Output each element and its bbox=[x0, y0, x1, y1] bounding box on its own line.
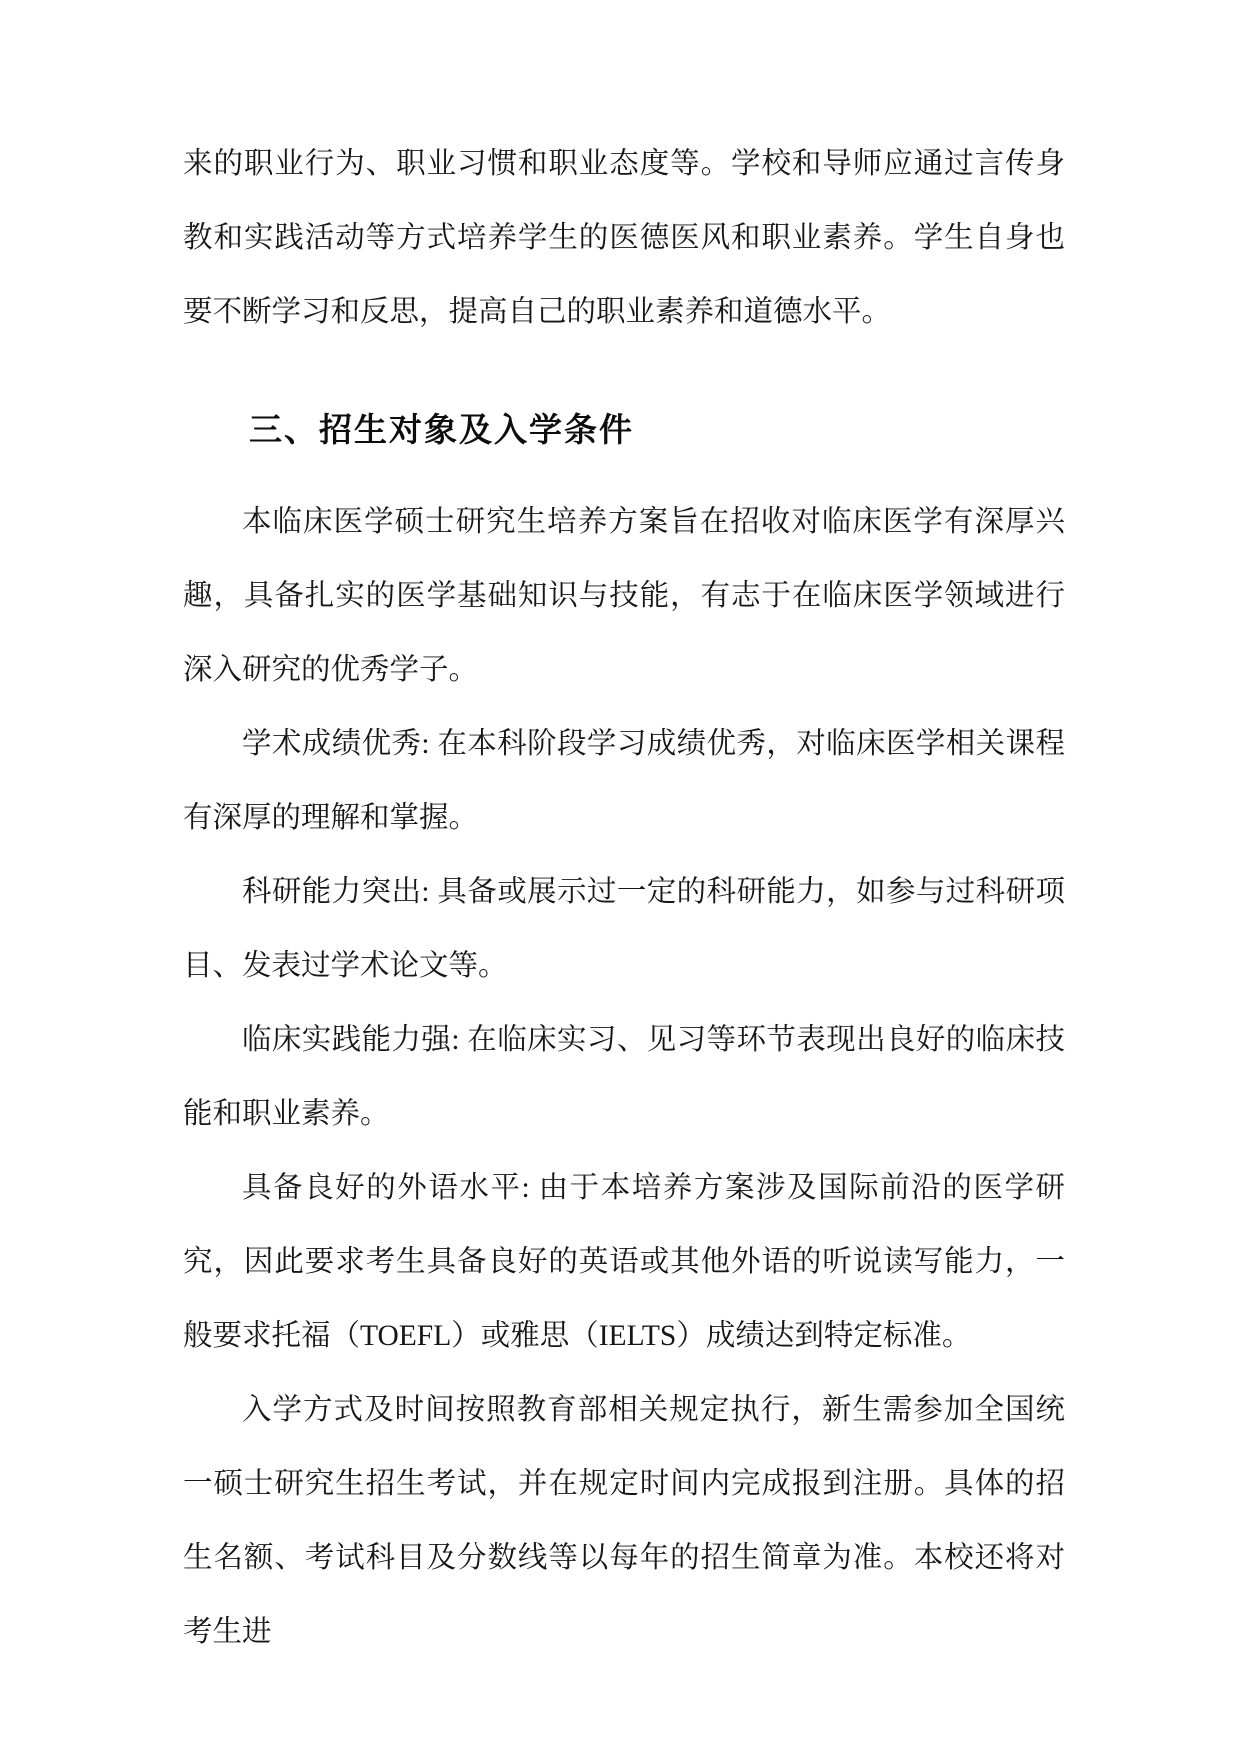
paragraph-foreign-language: 具备良好的外语水平: 由于本培养方案涉及国际前沿的医学研究，因此要求考生具备良好的英语或其他外语的听说读写能力，一般要求托福（TOEFL）或雅思（IELTS）成绩达到特定标准。 bbox=[183, 1172, 1065, 1352]
paragraph-clinical-practice: 临床实践能力强: 在临床实习、见习等环节表现出良好的临床技能和职业素养。 bbox=[183, 1024, 1065, 1130]
paragraph-academic-performance: 学术成绩优秀: 在本科阶段学习成绩优秀，对临床医学相关课程有深厚的理解和掌握。 bbox=[183, 728, 1065, 834]
paragraph-program-intro: 本临床医学硕士研究生培养方案旨在招收对临床医学有深厚兴趣，具备扎实的医学基础知识与技能，有志于在临床医学领域进行深入研究的优秀学子。 bbox=[183, 506, 1065, 686]
section-heading-admissions: 三、招生对象及入学条件 bbox=[249, 411, 634, 448]
paragraph-professional-ethics-continuation: 来的职业行为、职业习惯和职业态度等。学校和导师应通过言传身教和实践活动等方式培养学生的医德医风和职业素养。学生自身也要不断学习和反思，提高自己的职业素养和道德水平。 bbox=[183, 148, 1065, 328]
page-content bbox=[183, 127, 1065, 1669]
paragraph-enrollment-process: 入学方式及时间按照教育部相关规定执行，新生需参加全国统一硕士研究生招生考试，并在规定时间内完成报到注册。具体的招生名额、考试科目及分数线等以每年的招生简章为准。本校还将对考生进 bbox=[183, 1394, 1065, 1648]
paragraph-research-ability: 科研能力突出: 具备或展示过一定的科研能力，如参与过科研项目、发表过学术论文等。 bbox=[183, 876, 1065, 982]
